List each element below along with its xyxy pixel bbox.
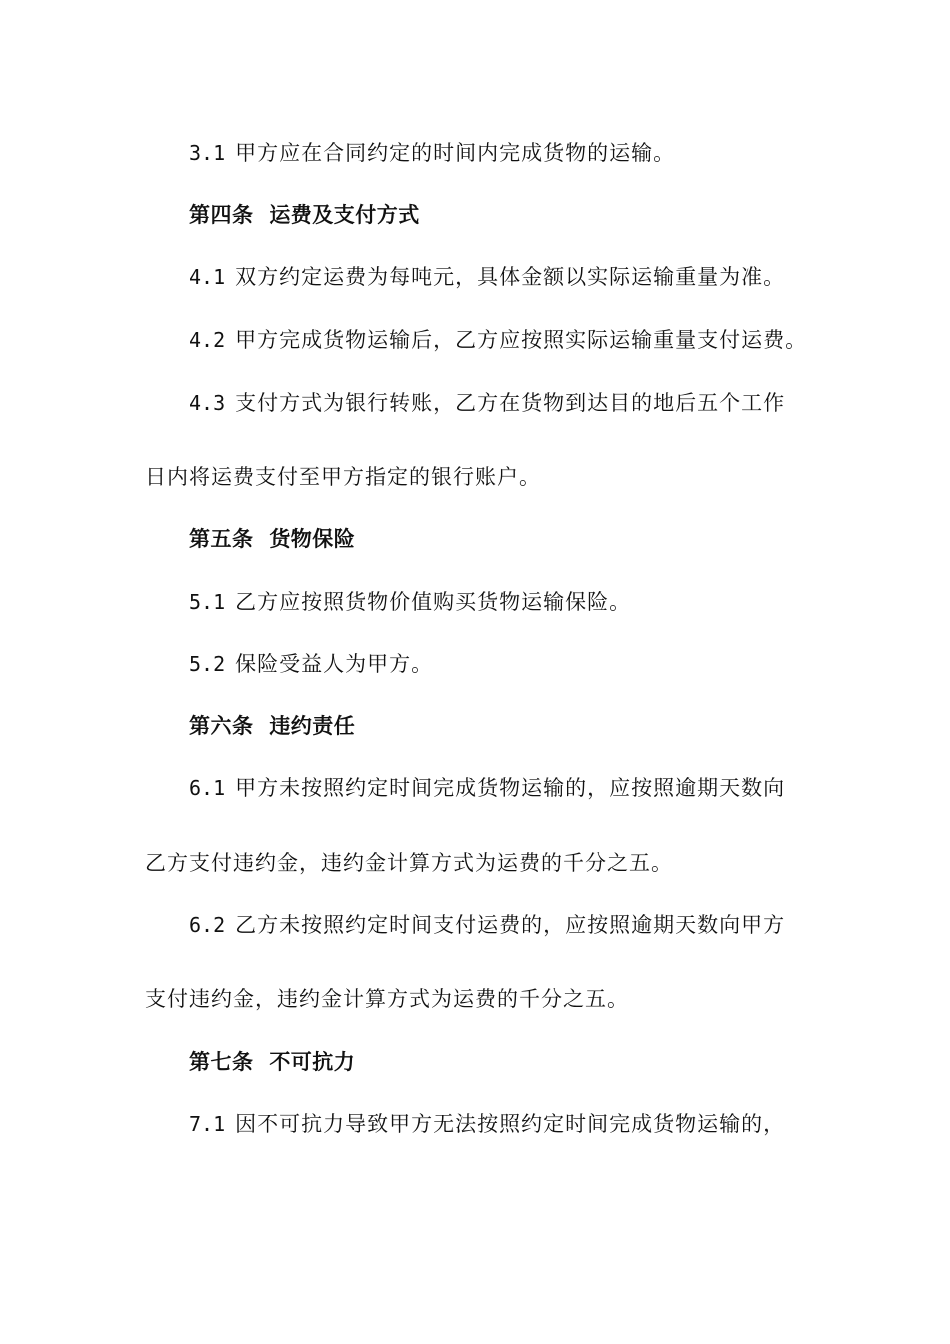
article-title: 违约责任 bbox=[269, 713, 356, 738]
clause-4-2 bbox=[189, 326, 807, 354]
article-4-heading bbox=[189, 201, 420, 229]
clause-number: 7.1 bbox=[189, 1112, 226, 1136]
clause-text: 乙方应按照货物价值购买货物运输保险。 bbox=[235, 590, 632, 614]
clause-5-1 bbox=[189, 588, 631, 616]
clause-text: 甲方应在合同约定的时间内完成货物的运输。 bbox=[235, 141, 676, 165]
clause-text: 双方约定运费为每吨元，具体金额以实际运输重量为准。 bbox=[235, 265, 786, 289]
article-title: 运费及支付方式 bbox=[269, 202, 420, 227]
clause-number: 4.3 bbox=[189, 391, 226, 415]
clause-number: 5.2 bbox=[189, 652, 226, 676]
article-number: 第七条 bbox=[189, 1049, 254, 1074]
clause-number: 3.1 bbox=[189, 141, 226, 165]
article-title: 不可抗力 bbox=[269, 1049, 356, 1074]
article-7-heading bbox=[189, 1048, 355, 1076]
clause-6-1-continuation bbox=[145, 849, 673, 877]
article-title: 货物保险 bbox=[269, 526, 356, 551]
clause-text: 乙方支付违约金，违约金计算方式为运费的千分之五。 bbox=[145, 851, 673, 875]
clause-text: 支付违约金，违约金计算方式为运费的千分之五。 bbox=[145, 987, 629, 1011]
clause-text: 支付方式为银行转账，乙方在货物到达目的地后五个工作 bbox=[235, 391, 786, 415]
clause-text: 乙方未按照约定时间支付运费的，应按照逾期天数向甲方 bbox=[235, 913, 786, 937]
clause-number: 5.1 bbox=[189, 590, 226, 614]
clause-6-2 bbox=[189, 911, 785, 939]
article-number: 第四条 bbox=[189, 202, 254, 227]
clause-text: 甲方未按照约定时间完成货物运输的，应按照逾期天数向 bbox=[235, 776, 786, 800]
clause-4-3 bbox=[189, 389, 785, 417]
clause-number: 4.1 bbox=[189, 265, 226, 289]
clause-number: 6.2 bbox=[189, 913, 226, 937]
clause-3-1 bbox=[189, 139, 675, 167]
clause-text: 日内将运费支付至甲方指定的银行账户。 bbox=[145, 465, 541, 489]
article-number: 第六条 bbox=[189, 713, 254, 738]
clause-7-1 bbox=[189, 1110, 785, 1138]
clause-number: 6.1 bbox=[189, 776, 226, 800]
clause-text: 因不可抗力导致甲方无法按照约定时间完成货物运输的， bbox=[235, 1112, 786, 1136]
clause-4-3-continuation bbox=[145, 463, 541, 491]
article-number: 第五条 bbox=[189, 526, 254, 551]
clause-text: 甲方完成货物运输后，乙方应按照实际运输重量支付运费。 bbox=[235, 328, 808, 352]
article-6-heading bbox=[189, 712, 355, 740]
article-5-heading bbox=[189, 525, 355, 553]
clause-text: 保险受益人为甲方。 bbox=[235, 652, 434, 676]
clause-number: 4.2 bbox=[189, 328, 226, 352]
clause-6-1 bbox=[189, 774, 785, 802]
clause-4-1 bbox=[189, 263, 785, 291]
clause-5-2 bbox=[189, 650, 433, 678]
clause-6-2-continuation bbox=[145, 985, 629, 1013]
